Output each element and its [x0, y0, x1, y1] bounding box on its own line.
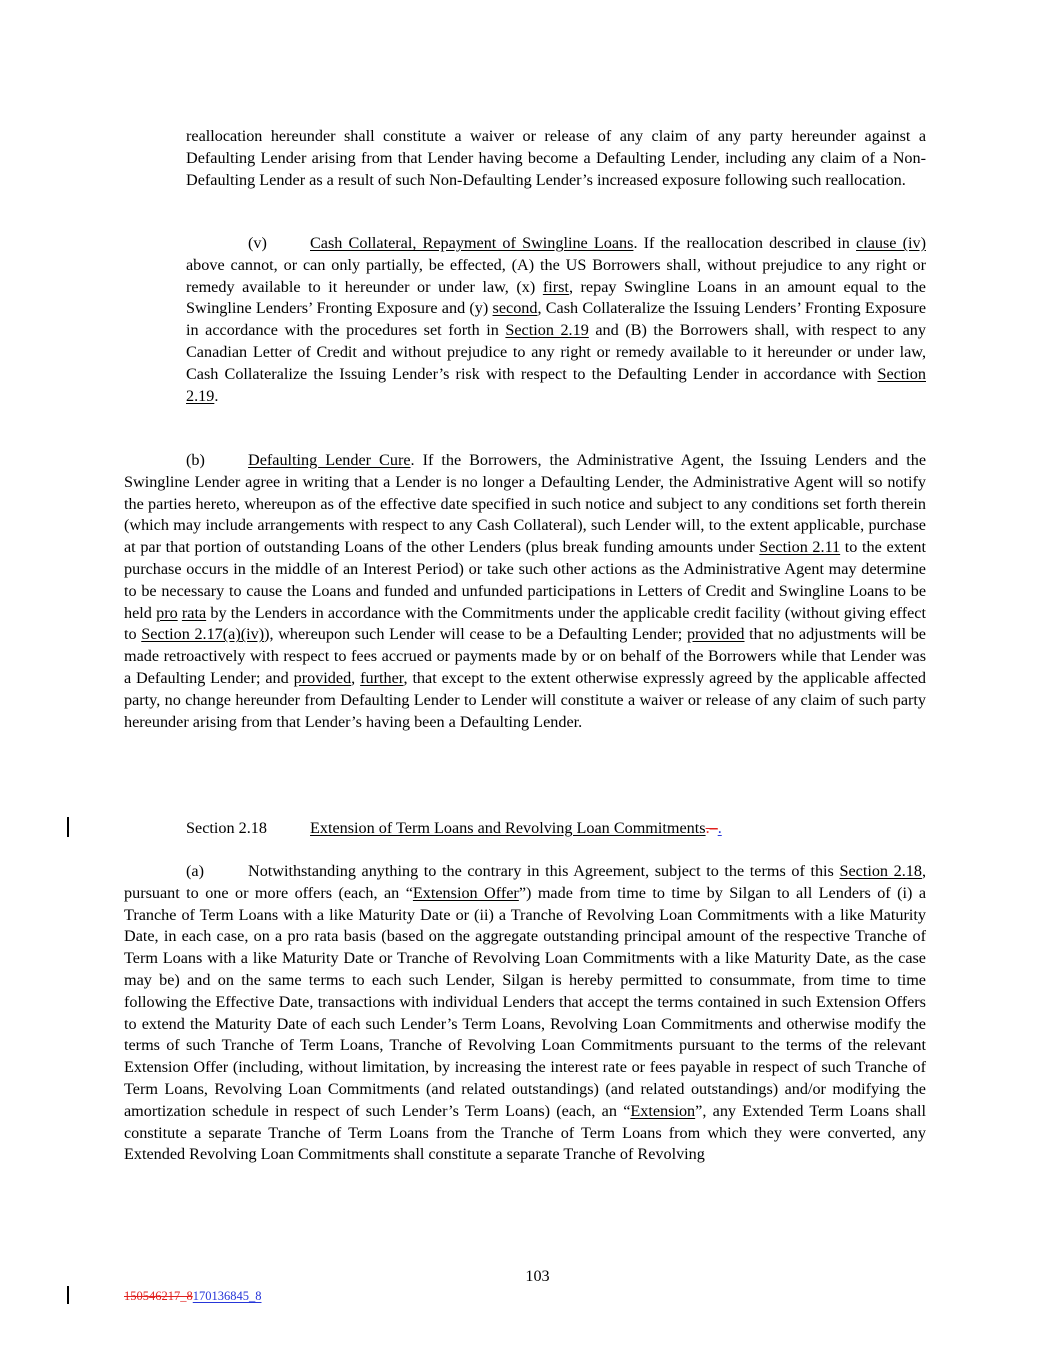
extension-offer-term: Extension Offer — [412, 883, 519, 902]
section-number: Section 2.18 — [186, 819, 267, 837]
provided-term: provided — [293, 668, 352, 687]
document-id-inserted: 170136845_8 — [192, 1289, 262, 1303]
clause-b-paragraph: (b) Defaulting Lender Cure. If the Borrowers, the Administrative Agent, the Issuing Lenders and the Swingline Lender agree in writing that a Lender is no longer a Defaulting Lender, the Administrative Agent will so notify the parties hereto, whereupon as of the effective date specified in such notice and subject to any conditions set forth therein (which may include arrangements with respect to any Cash Collateral), such Lender will, to the extent applicable, purchase at par that portion of outstanding Loans of the other Lenders (plus break funding amounts under Section 2.11 to the extent purchase occurs in the middle of an Interest Period) or take such other actions as the Administrative Agent may determine to be necessary to cause the Loans and funded and unfunded participations in Letters of Credit and Swingline Loans to be held pro rata by the Lenders in accordance with the Commitments under the applicable credit facility (without giving effect to Section 2.17(a)(iv)), whereupon such Lender will cease to be a Defaulting Lender; provided that no adjustments will be made retroactively with respect to fees accrued or payments made by or on behalf of the Borrowers while that Lender was a Defaulting Lender; and provided, further, that except to the extent otherwise expressly agreed by the applicable affected party, no change hereunder from Defaulting Lender to Lender will constitute a waiver or release of any claim of such party hereunder arising from that Lender’s having been a Defaulting Lender. — [124, 451, 927, 731]
section-2-17-reference: Section 2.17(a)(iv) — [141, 625, 265, 644]
section-2-11-reference: Section 2.11 — [759, 538, 841, 557]
change-bar — [67, 817, 69, 837]
document-id-deleted: 150546217_8 — [124, 1289, 193, 1303]
clause-a-label: (a) — [186, 862, 204, 880]
clause-v-paragraph: (v) Cash Collateral, Repayment of Swingline Loans. If the reallocation described in clause (iv) above cannot, or can only partially, be effected, (A) the US Borrowers shall, without prejudice to any right or remedy available to it hereunder or under law, (x) first, repay Swingline Loans in an amount equal to the Swingline Lenders’ Fronting Exposure and (y) second, Cash Collateralize the Issuing Lenders’ Fronting Exposure in accordance with the procedures set forth in Section 2.19 and (B) the Borrowers shall, with respect to any Canadian Letter of Credit and without prejudice to any right or remedy available to it hereunder or under law, Cash Collateralize the Issuing Lender’s risk with respect to the Defaulting Lender in accordance with Section 2.19. — [186, 234, 926, 405]
pro-term: pro — [156, 603, 178, 622]
clause-b-label: (b) — [186, 451, 205, 469]
section-2-18-reference: Section 2.18 — [839, 862, 922, 880]
inserted-mark: . — [717, 819, 722, 837]
rata-term: rata — [181, 603, 207, 622]
clause-iv-reference: clause (iv) — [856, 234, 926, 252]
second-term: second — [492, 299, 538, 318]
clause-a-paragraph: (a) Notwithstanding anything to the contrary in this Agreement, subject to the terms of this Section 2.18, pursuant to one or more offers (each, an “Extension Offer”) made from time to time by Silgan to all Lenders of (i) a Tranche of Term Loans with a like Maturity Date or (ii) a Tranche of Revolving Loan Commitments with a like Maturity Date, in each case, on a pro rata basis (based on the aggregate outstanding principal amount of the respective Tranche of Term Loans with a like Maturity Date or Tranche of Revolving Loan Commitments with a like Maturity Date, as the case may be) and on the same terms to each such Lender, Silgan is hereby permitted to consummate, from time to time following the Effective Date, transactions with individual Lenders that accept the terms contained in such Extension Offers to extend the Maturity Date of each such Lender’s Term Loans, Revolving Loan Commitments and otherwise modify the terms of such Tranche of Term Loans, Tranche of Revolving Loan Commitments pursuant to the terms of the relevant Extension Offer (including, without limitation, by increasing the interest rate or fees payable in respect of such Tranche of Term Loans, Revolving Loan Commitments (and related outstandings) (and related outstandings) and/or modifying the amortization schedule in respect of such Lender’s Term Loans) (each, an “Extension”, any Extended Term Loans shall constitute a separate Tranche of Term Loans from the Tranche of Term Loans from which they were converted, any Extended Revolving Loan Commitments shall constitute a separate Tranche of Revolving — [124, 862, 927, 1164]
provided-term: provided — [686, 625, 745, 644]
first-term: first — [542, 277, 569, 296]
deleted-mark: .– — [705, 819, 718, 837]
clause-b-heading: Defaulting Lender Cure — [248, 451, 411, 469]
further-term: further — [360, 668, 404, 687]
section-title: Extension of Term Loans and Revolving Loan Commitments — [310, 819, 706, 837]
page-number: 103 — [525, 1267, 550, 1285]
section-2-18-heading — [186, 818, 926, 840]
section-2-19-reference: Section 2.19 — [505, 321, 589, 340]
document-id — [124, 1289, 262, 1304]
opening-paragraph: reallocation hereunder shall constitute a waiver or release of any claim of any party hereunder against a Defaulting Lender arising from that Lender having become a Defaulting Lender, including any claim of a Non-Defaulting Lender as a result of such Non-Defaulting Lender’s increased exposure following such reallocation. — [186, 127, 926, 189]
clause-v-heading: Cash Collateral, Repayment of Swingline Loans — [310, 234, 634, 252]
section-2-19-reference: Section 2.19 — [186, 364, 926, 405]
extension-term: Extension — [630, 1101, 696, 1120]
clause-v-label: (v) — [248, 234, 267, 252]
change-bar — [67, 1286, 69, 1304]
